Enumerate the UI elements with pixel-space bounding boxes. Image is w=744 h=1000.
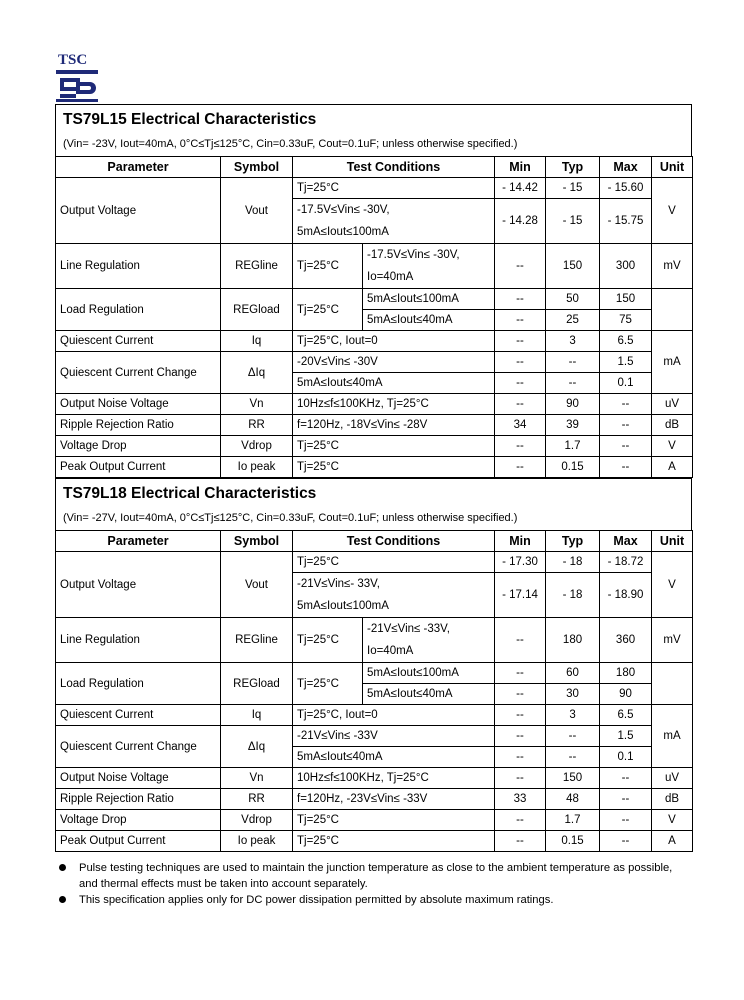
min-cell: -- — [495, 684, 546, 705]
section-conditions: (Vin= -27V, Iout=40mA, 0°C≤Tj≤125°C, Cin=0.33uF, Cout=0.1uF; unless otherwise specified.) — [55, 507, 692, 530]
condition-cell: Tj=25°C — [293, 663, 363, 705]
min-cell: -- — [495, 436, 546, 457]
unit-cell: V — [652, 810, 693, 831]
header-max: Max — [600, 157, 652, 178]
param-cell: Output Noise Voltage — [56, 394, 221, 415]
param-cell: Ripple Rejection Ratio — [56, 415, 221, 436]
condition-cell: Tj=25°C — [293, 831, 495, 852]
typ-cell: -- — [546, 747, 600, 768]
section-title: TS79L18 Electrical Characteristics — [55, 478, 692, 507]
characteristics-frame — [55, 104, 692, 852]
symbol-cell: RR — [221, 789, 293, 810]
max-cell: -- — [600, 415, 652, 436]
unit-cell: uV — [652, 394, 693, 415]
typ-cell: 3 — [546, 331, 600, 352]
condition-cell: 5mA≤Iout≤40mA — [293, 373, 495, 394]
typ-cell: 150 — [546, 768, 600, 789]
symbol-cell: ΔIq — [221, 352, 293, 394]
min-cell: -- — [495, 831, 546, 852]
condition-cell: -20V≤Vin≤ -30V — [293, 352, 495, 373]
param-cell: Voltage Drop — [56, 810, 221, 831]
condition-cell: 10Hz≤f≤100KHz, Tj=25°C — [293, 768, 495, 789]
typ-cell: 25 — [546, 310, 600, 331]
max-cell: -- — [600, 436, 652, 457]
min-cell: - 17.14 — [495, 573, 546, 618]
condition-cell: f=120Hz, -23V≤Vin≤ -33V — [293, 789, 495, 810]
min-cell: -- — [495, 618, 546, 663]
max-cell: 300 — [600, 244, 652, 289]
symbol-cell: Vdrop — [221, 436, 293, 457]
param-cell: Quiescent Current Change — [56, 726, 221, 768]
symbol-cell: Vdrop — [221, 810, 293, 831]
param-cell: Line Regulation — [56, 618, 221, 663]
header-parameter: Parameter — [56, 531, 221, 552]
condition-cell: Tj=25°C — [293, 289, 363, 331]
typ-cell: 90 — [546, 394, 600, 415]
unit-cell: V — [652, 436, 693, 457]
table-row — [56, 552, 693, 573]
max-cell: 0.1 — [600, 747, 652, 768]
header-parameter: Parameter — [56, 157, 221, 178]
table-row — [56, 289, 693, 310]
max-cell: 1.5 — [600, 352, 652, 373]
unit-cell-empty — [652, 663, 693, 705]
param-cell: Line Regulation — [56, 244, 221, 289]
max-cell: - 15.75 — [600, 199, 652, 244]
unit-cell: A — [652, 457, 693, 478]
condition-cell: 5mA≤Iout≤40mA — [363, 684, 495, 705]
condition-cell: 10Hz≤f≤100KHz, Tj=25°C — [293, 394, 495, 415]
condition-cell: -17.5V≤Vin≤ -30V, 5mA≤Iout≤100mA — [293, 199, 495, 244]
section-title: TS79L15 Electrical Characteristics — [55, 104, 692, 133]
table-row — [56, 394, 693, 415]
condition-cell: -21V≤Vin≤ -33V — [293, 726, 495, 747]
symbol-cell: Vout — [221, 552, 293, 618]
note-item — [55, 860, 692, 892]
header-max: Max — [600, 531, 652, 552]
typ-cell: 180 — [546, 618, 600, 663]
symbol-cell: REGload — [221, 663, 293, 705]
header-symbol: Symbol — [221, 157, 293, 178]
max-cell: -- — [600, 831, 652, 852]
param-cell: Output Voltage — [56, 178, 221, 244]
company-logo — [54, 52, 104, 104]
note-text: This specification applies only for DC power dissipation permitted by absolute maximum ratings. — [79, 894, 554, 906]
condition-cell: Tj=25°C, Iout=0 — [293, 705, 495, 726]
notes-list — [55, 860, 692, 908]
min-cell: -- — [495, 244, 546, 289]
unit-cell: V — [652, 552, 693, 618]
unit-cell: mA — [652, 705, 693, 768]
max-cell: 0.1 — [600, 373, 652, 394]
min-cell: 34 — [495, 415, 546, 436]
condition-cell: 5mA≤Iout≤40mA — [363, 310, 495, 331]
unit-cell: dB — [652, 415, 693, 436]
typ-cell: - 15 — [546, 178, 600, 199]
symbol-cell: Io peak — [221, 831, 293, 852]
condition-cell: -17.5V≤Vin≤ -30V, Io=40mA — [363, 244, 495, 289]
symbol-cell: Iq — [221, 705, 293, 726]
param-cell: Ripple Rejection Ratio — [56, 789, 221, 810]
symbol-cell: Vn — [221, 768, 293, 789]
max-cell: 90 — [600, 684, 652, 705]
unit-cell: mV — [652, 244, 693, 289]
table-row — [56, 457, 693, 478]
table-row — [56, 663, 693, 684]
unit-cell: V — [652, 178, 693, 244]
param-cell: Quiescent Current — [56, 331, 221, 352]
min-cell: -- — [495, 289, 546, 310]
logo-text: TSC — [58, 52, 88, 68]
typ-cell: 39 — [546, 415, 600, 436]
unit-cell: mA — [652, 331, 693, 394]
note-text: Pulse testing techniques are used to maintain the junction temperature as close to the ambient temperature as possible, and thermal effects must be taken into account separately. — [79, 862, 673, 890]
param-cell: Output Noise Voltage — [56, 768, 221, 789]
unit-cell: A — [652, 831, 693, 852]
header-typ: Typ — [546, 157, 600, 178]
max-cell: -- — [600, 457, 652, 478]
bullet-icon — [59, 864, 66, 871]
symbol-cell: RR — [221, 415, 293, 436]
param-cell: Quiescent Current — [56, 705, 221, 726]
condition-cell: -21V≤Vin≤ -33V, Io=40mA — [363, 618, 495, 663]
table-row — [56, 768, 693, 789]
condition-cell: Tj=25°C — [293, 244, 363, 289]
min-cell: -- — [495, 310, 546, 331]
table-row — [56, 726, 693, 747]
param-cell: Quiescent Current Change — [56, 352, 221, 394]
max-cell: 6.5 — [600, 331, 652, 352]
unit-cell: dB — [652, 789, 693, 810]
characteristics-table — [55, 530, 693, 852]
typ-cell: -- — [546, 352, 600, 373]
symbol-cell: ΔIq — [221, 726, 293, 768]
min-cell: -- — [495, 373, 546, 394]
param-cell: Voltage Drop — [56, 436, 221, 457]
typ-cell: 50 — [546, 289, 600, 310]
param-cell: Load Regulation — [56, 663, 221, 705]
max-cell: -- — [600, 768, 652, 789]
min-cell: -- — [495, 331, 546, 352]
section-conditions: (Vin= -23V, Iout=40mA, 0°C≤Tj≤125°C, Cin=0.33uF, Cout=0.1uF; unless otherwise specified.) — [55, 133, 692, 156]
table-row — [56, 415, 693, 436]
section-1 — [55, 104, 692, 478]
param-cell: Output Voltage — [56, 552, 221, 618]
typ-cell: 150 — [546, 244, 600, 289]
max-cell: 180 — [600, 663, 652, 684]
min-cell: -- — [495, 457, 546, 478]
header-min: Min — [495, 531, 546, 552]
condition-cell: Tj=25°C — [293, 810, 495, 831]
header-unit: Unit — [652, 531, 693, 552]
typ-cell: 60 — [546, 663, 600, 684]
min-cell: -- — [495, 352, 546, 373]
condition-cell: 5mA≤Iout≤40mA — [293, 747, 495, 768]
header-test-conditions: Test Conditions — [293, 531, 495, 552]
max-cell: -- — [600, 394, 652, 415]
table-row — [56, 705, 693, 726]
param-cell: Peak Output Current — [56, 831, 221, 852]
max-cell: - 18.90 — [600, 573, 652, 618]
condition-cell: f=120Hz, -18V≤Vin≤ -28V — [293, 415, 495, 436]
symbol-cell: REGload — [221, 289, 293, 331]
typ-cell: 30 — [546, 684, 600, 705]
unit-cell-empty — [652, 289, 693, 331]
table-row — [56, 352, 693, 373]
symbol-cell: Iq — [221, 331, 293, 352]
typ-cell: 1.7 — [546, 810, 600, 831]
header-typ: Typ — [546, 531, 600, 552]
condition-cell: Tj=25°C, Iout=0 — [293, 331, 495, 352]
condition-cell: Tj=25°C — [293, 436, 495, 457]
max-cell: 150 — [600, 289, 652, 310]
min-cell: -- — [495, 705, 546, 726]
table-row — [56, 810, 693, 831]
max-cell: -- — [600, 789, 652, 810]
param-cell: Peak Output Current — [56, 457, 221, 478]
table-row — [56, 331, 693, 352]
param-cell: Load Regulation — [56, 289, 221, 331]
table-header-row — [56, 531, 693, 552]
condition-cell: 5mA≤Iout≤100mA — [363, 289, 495, 310]
max-cell: - 18.72 — [600, 552, 652, 573]
typ-cell: - 18 — [546, 552, 600, 573]
min-cell: -- — [495, 663, 546, 684]
symbol-cell: REGline — [221, 618, 293, 663]
min-cell: -- — [495, 726, 546, 747]
max-cell: - 15.60 — [600, 178, 652, 199]
min-cell: - 14.28 — [495, 199, 546, 244]
min-cell: 33 — [495, 789, 546, 810]
max-cell: -- — [600, 810, 652, 831]
unit-cell: mV — [652, 618, 693, 663]
typ-cell: 3 — [546, 705, 600, 726]
symbol-cell: Vn — [221, 394, 293, 415]
max-cell: 75 — [600, 310, 652, 331]
bullet-icon — [59, 896, 66, 903]
max-cell: 360 — [600, 618, 652, 663]
header-unit: Unit — [652, 157, 693, 178]
condition-cell: Tj=25°C — [293, 618, 363, 663]
typ-cell: -- — [546, 373, 600, 394]
condition-cell: -21V≤Vin≤- 33V, 5mA≤Iout≤100mA — [293, 573, 495, 618]
typ-cell: 48 — [546, 789, 600, 810]
characteristics-table — [55, 156, 693, 478]
min-cell: -- — [495, 747, 546, 768]
typ-cell: - 18 — [546, 573, 600, 618]
table-row — [56, 831, 693, 852]
min-cell: - 17.30 — [495, 552, 546, 573]
typ-cell: - 15 — [546, 199, 600, 244]
typ-cell: 0.15 — [546, 457, 600, 478]
table-row — [56, 244, 693, 289]
typ-cell: 1.7 — [546, 436, 600, 457]
min-cell: -- — [495, 768, 546, 789]
table-header-row — [56, 157, 693, 178]
table-row — [56, 618, 693, 663]
max-cell: 1.5 — [600, 726, 652, 747]
min-cell: -- — [495, 394, 546, 415]
min-cell: - 14.42 — [495, 178, 546, 199]
symbol-cell: Vout — [221, 178, 293, 244]
table-row — [56, 178, 693, 199]
min-cell: -- — [495, 810, 546, 831]
logo-emblem-icon — [54, 68, 102, 104]
typ-cell: 0.15 — [546, 831, 600, 852]
section-2 — [55, 478, 692, 852]
condition-cell: Tj=25°C — [293, 178, 495, 199]
table-row — [56, 789, 693, 810]
header-symbol: Symbol — [221, 531, 293, 552]
condition-cell: 5mA≤Iout≤100mA — [363, 663, 495, 684]
symbol-cell: REGline — [221, 244, 293, 289]
table-row — [56, 436, 693, 457]
typ-cell: -- — [546, 726, 600, 747]
note-item — [55, 892, 692, 908]
header-min: Min — [495, 157, 546, 178]
header-test-conditions: Test Conditions — [293, 157, 495, 178]
max-cell: 6.5 — [600, 705, 652, 726]
condition-cell: Tj=25°C — [293, 457, 495, 478]
unit-cell: uV — [652, 768, 693, 789]
symbol-cell: Io peak — [221, 457, 293, 478]
condition-cell: Tj=25°C — [293, 552, 495, 573]
